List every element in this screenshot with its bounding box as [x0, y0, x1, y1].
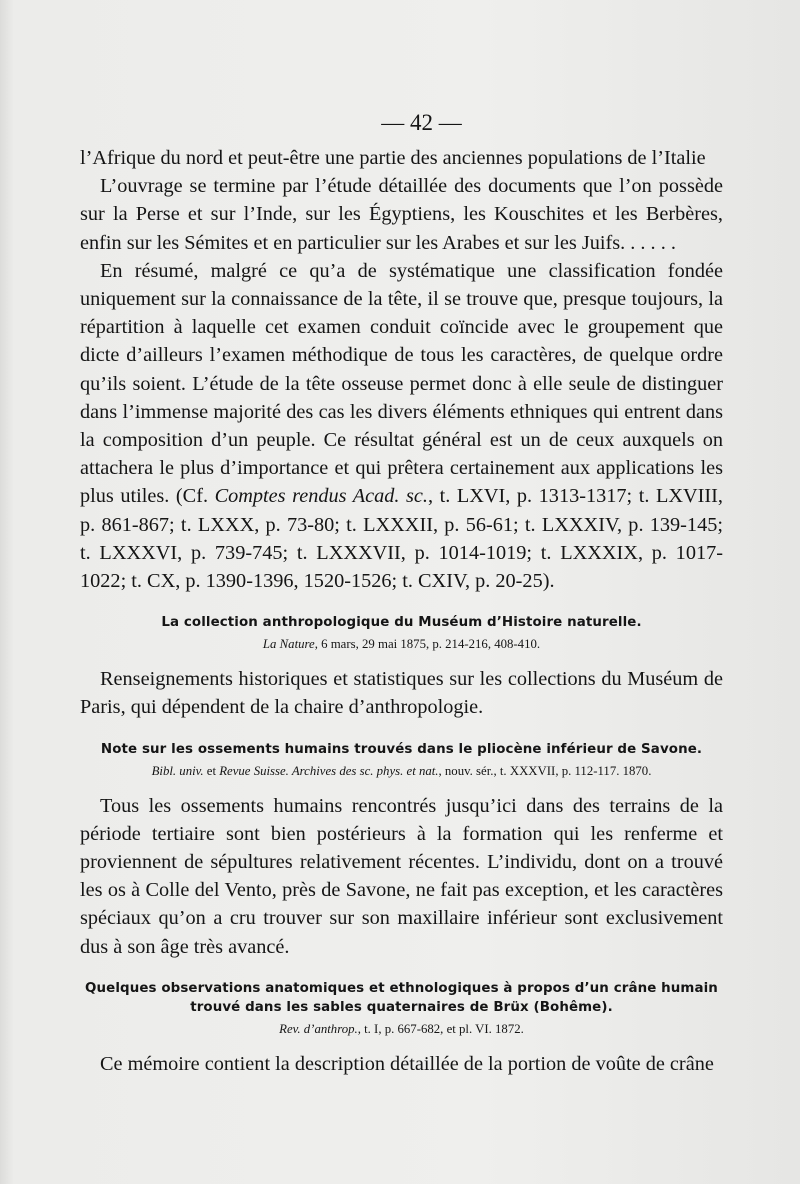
resume-citation-refs: , t. LXVI, p. 1313-1317; t. LXVIII, p. 861-867; t. LXXX, p. 73-80; t. LXXXII, p. 56-61; t. LXXXIV, p. 139-145; t. LXXXVI, p. 739-745; t. LXXXVII, p. 1014-1019; t. LXXXIX, p. 1017-1022; t. CX, p. 1390-1396, 1520-1526; t. CXIV, p. 20-25). — [80, 485, 723, 593]
ref-details: , nouv. sér., t. XXXVII, p. 112-117. 1870. — [438, 763, 652, 778]
ref-details: , t. I, p. 667-682, et pl. VI. 1872. — [357, 1021, 524, 1036]
section-title-savone: Note sur les ossements humains trouvés dans le pliocène inférieur de Savone. — [100, 741, 703, 757]
section-title-brux: Quelques observations anatomiques et ethnologiques à propos d’un crâne humain trouvé dans les sables quaternaires de Brüx (Bohême). — [85, 980, 718, 1015]
ref-conjunction: et — [203, 763, 220, 778]
ref-journal-b: Revue Suisse. Archives des sc. phys. et nat. — [219, 763, 439, 778]
resume-citation-title: Comptes rendus Acad. sc. — [214, 485, 428, 508]
paragraph-ossements: Tous les ossements humains rencontrés jusqu’ici dans des terrains de la période tertiaire sont bien postérieurs à la formation qui les renferme et proviennent de sépultures relativement récentes. L’individu, dont on a trouvé les os à Colle del Vento, près de Savone, ne fait pas exception, et les caractères spéciaux qu’on a cru trouver sur son maxillaire inférieur sont exclusivement dus à son âge très avancé. — [80, 794, 723, 958]
ref-journal: Rev. d’anthrop. — [279, 1021, 358, 1036]
section-ref-brux — [80, 1021, 723, 1038]
paragraph-memoire: Ce mémoire contient la description détaillée de la portion de voûte de crâne — [100, 1052, 714, 1075]
ref-journal: La Nature — [262, 637, 315, 652]
paragraph-resume — [80, 257, 723, 595]
paragraph-renseignements: Renseignements historiques et statistiques sur les collections du Muséum de Paris, qui dépendent de la chaire d’anthropologie. — [80, 668, 723, 719]
ref-journal-a: Bibl. univ. — [151, 763, 204, 778]
paragraph-ouvrage: L’ouvrage se termine par l’étude détaillée des documents que l’on possède sur la Perse et sur l’Inde, sur les Égyptiens, les Kouschites et les Berbères, enfin sur les Sémites et en particulier sur les Arabes et sur les Juifs. . . . . . — [80, 175, 723, 254]
paragraph-continuation: l’Afrique du nord et peut-être une partie des anciennes populations de l’Italie — [80, 147, 706, 169]
page-number: — 42 — — [381, 110, 462, 135]
section-ref-collection — [80, 636, 723, 653]
ref-details: , 6 mars, 29 mai 1875, p. 214-216, 408-410. — [314, 637, 541, 652]
section-ref-savone — [80, 763, 723, 780]
resume-text: En résumé, malgré ce qu’a de systématique une classification fondée uniquement sur la connaissance de la tête, il se trouve que, presque toujours, la répartition à laquelle cet examen conduit coïncide avec le groupement que dicte d’ailleurs l’examen méthodique de tous les caractères, de quelque ordre qu’ils soient. L’étude de la tête osseuse permet donc à elle seule de distinguer dans l’immense majorité des cas les divers éléments ethniques qui entrent dans la composition d’un peuple. Ce résultat général est un de ceux auxquels on attachera le plus d’importance et qui prêtera certainement aux applications les plus utiles. (Cf. — [80, 259, 723, 508]
section-title-collection: La collection anthropologique du Muséum d’Histoire naturelle. — [161, 615, 642, 631]
text-column — [80, 110, 723, 1078]
